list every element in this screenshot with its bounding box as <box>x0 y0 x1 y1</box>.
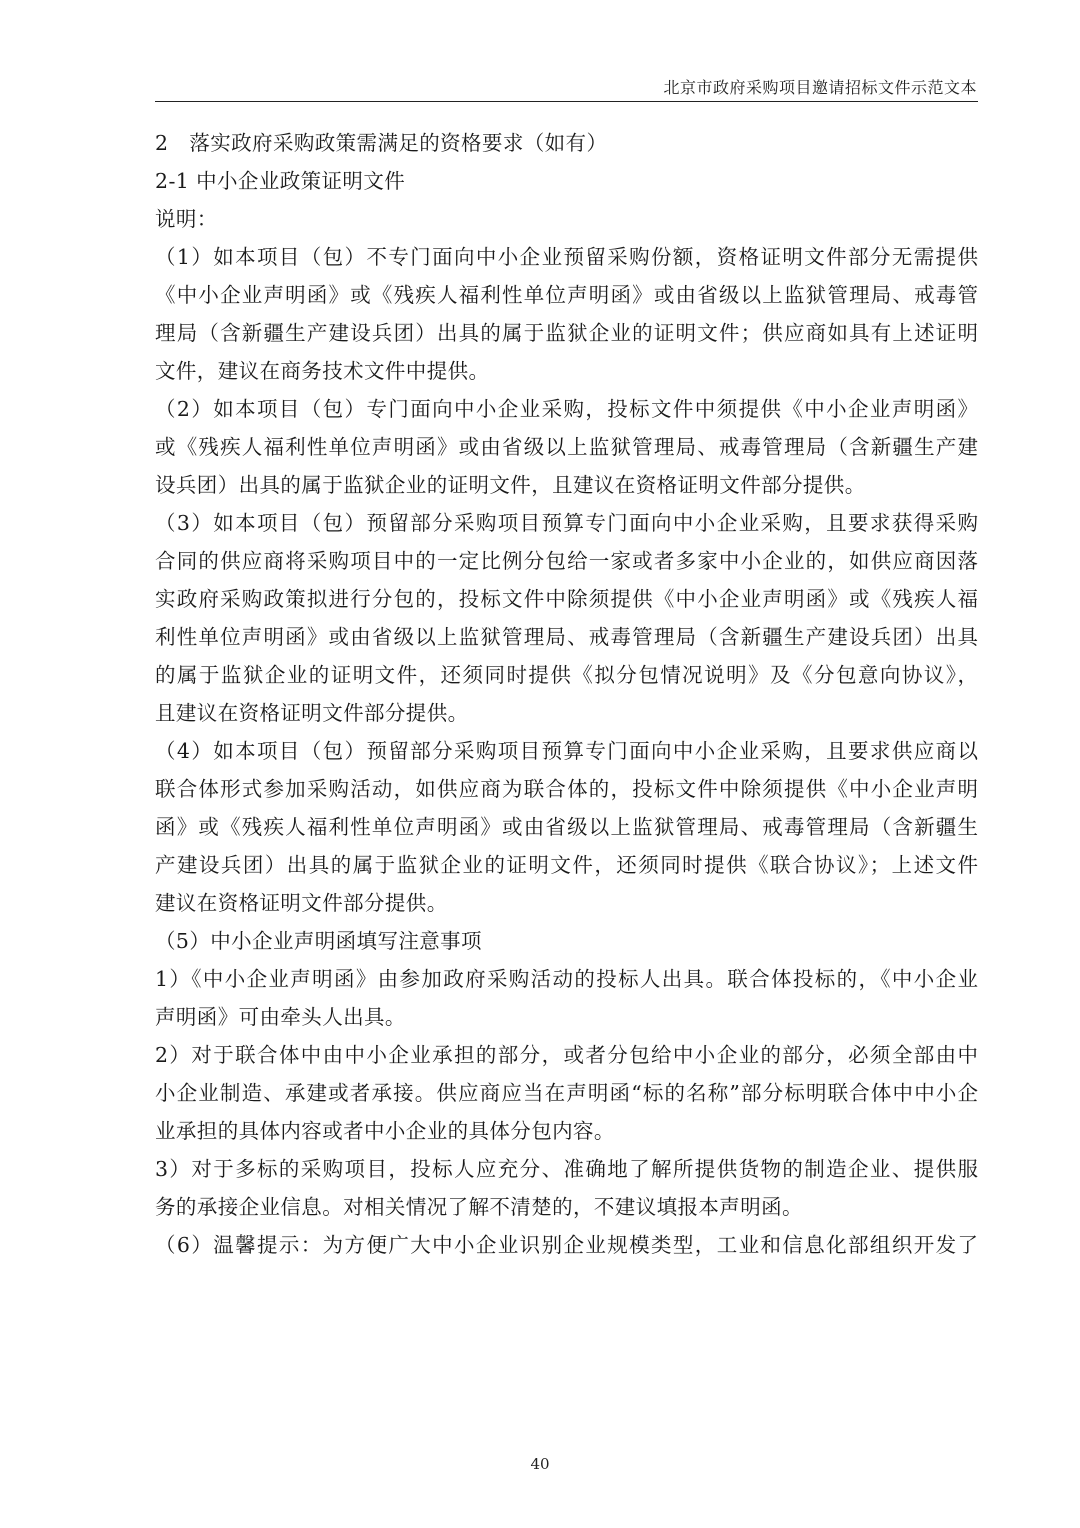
text-line: 的属于监狱企业的证明文件，还须同时提供《拟分包情况说明》及《分包意向协议》， <box>155 663 978 687</box>
text-line: 说明： <box>155 207 218 231</box>
text-line: 2-1 中小企业政策证明文件 <box>155 169 406 193</box>
text-line: 2）对于联合体中由中小企业承担的部分，或者分包给中小企业的部分，必须全部由中 <box>155 1043 978 1067</box>
text-line: 函》或《残疾人福利性单位声明函》或由省级以上监狱管理局、戒毒管理局（含新疆生 <box>155 815 978 839</box>
text-line: 联合体形式参加采购活动，如供应商为联合体的，投标文件中除须提供《中小企业声明 <box>155 777 978 801</box>
text-line: 《中小企业声明函》或《残疾人福利性单位声明函》或由省级以上监狱管理局、戒毒管 <box>155 283 978 307</box>
text-line: 2 落实政府采购政策需满足的资格要求（如有） <box>155 131 608 155</box>
text-line: 声明函》可由牵头人出具。 <box>155 1005 406 1029</box>
text-line: （1）如本项目（包）不专门面向中小企业预留采购份额，资格证明文件部分无需提供 <box>155 245 978 269</box>
text-line: 且建议在资格证明文件部分提供。 <box>155 701 469 725</box>
text-line: 合同的供应商将采购项目中的一定比例分包给一家或者多家中小企业的，如供应商因落 <box>155 549 978 573</box>
text-line: 利性单位声明函》或由省级以上监狱管理局、戒毒管理局（含新疆生产建设兵团）出具 <box>155 625 978 649</box>
text-line: 建议在资格证明文件部分提供。 <box>155 891 448 915</box>
text-line: （3）如本项目（包）预留部分采购项目预算专门面向中小企业采购，且要求获得采购 <box>155 511 978 535</box>
text-line: 或《残疾人福利性单位声明函》或由省级以上监狱管理局、戒毒管理局（含新疆生产建 <box>155 435 978 459</box>
header-rule <box>155 101 978 102</box>
text-line: 小企业制造、承建或者承接。供应商应当在声明函“标的名称”部分标明联合体中中小企 <box>155 1081 978 1105</box>
text-line: 1）《中小企业声明函》由参加政府采购活动的投标人出具。联合体投标的，《中小企业 <box>155 967 978 991</box>
text-line: 文件，建议在商务技术文件中提供。 <box>155 359 490 383</box>
text-line: 实政府采购政策拟进行分包的，投标文件中除须提供《中小企业声明函》或《残疾人福 <box>155 587 978 611</box>
text-line: （5）中小企业声明函填写注意事项 <box>155 929 482 953</box>
text-line: （4）如本项目（包）预留部分采购项目预算专门面向中小企业采购，且要求供应商以 <box>155 739 978 763</box>
text-line: 理局（含新疆生产建设兵团）出具的属于监狱企业的证明文件；供应商如具有上述证明 <box>155 321 978 345</box>
text-line: （6）温馨提示：为方便广大中小企业识别企业规模类型，工业和信息化部组织开发了 <box>155 1233 978 1257</box>
text-line: 产建设兵团）出具的属于监狱企业的证明文件，还须同时提供《联合协议》；上述文件 <box>155 853 978 877</box>
running-header: 北京市政府采购项目邀请招标文件示范文本 <box>663 78 977 97</box>
text-line: 业承担的具体内容或者中小企业的具体分包内容。 <box>155 1119 615 1143</box>
text-line: （2）如本项目（包）专门面向中小企业采购，投标文件中须提供《中小企业声明函》 <box>155 397 978 421</box>
text-line: 务的承接企业信息。对相关情况了解不清楚的，不建议填报本声明函。 <box>155 1195 803 1219</box>
text-line: 设兵团）出具的属于监狱企业的证明文件，且建议在资格证明文件部分提供。 <box>155 473 866 497</box>
body-text <box>155 124 978 1264</box>
page-number: 40 <box>530 1455 550 1473</box>
text-line: 3）对于多标的采购项目，投标人应充分、准确地了解所提供货物的制造企业、提供服 <box>155 1157 978 1181</box>
